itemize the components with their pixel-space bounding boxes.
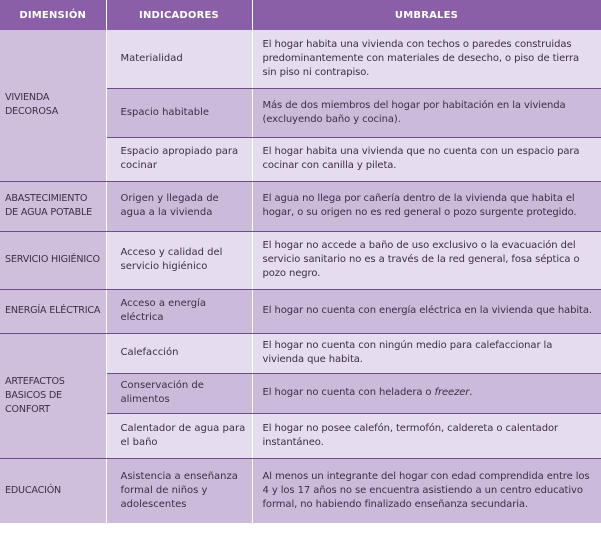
dimension-cell: SERVICIO HIGIÉNICO (0, 231, 106, 289)
indicator-cell: Origen y llegada de agua a la vivienda (106, 181, 252, 231)
table-row (0, 333, 601, 373)
header-dimension: DIMENSIÓN (0, 0, 106, 30)
threshold-cell: Más de dos miembros del hogar por habitación en la vivienda (excluyendo baño y cocina). (252, 88, 601, 137)
dimension-cell: EDUCACIÓN (0, 458, 106, 523)
threshold-cell: El agua no llega por cañería dentro de la vivienda que habita el hogar, o su origen no es red general o pozo surgente protegido. (252, 181, 601, 231)
threshold-cell: Al menos un integrante del hogar con edad comprendida entre los 4 y los 17 años no se encuentra asistiendo a un centro educativo formal, no habiendo finalizado enseñanza secundaria. (252, 458, 601, 523)
threshold-cell: El hogar habita una vivienda con techos o paredes construidas predominantemente con materiales de desecho, o piso de tierra sin piso ni contrapiso. (252, 30, 601, 88)
header-indicators: INDICADORES (106, 0, 252, 30)
threshold-text-end: . (469, 387, 473, 398)
threshold-emphasis: freezer (434, 387, 470, 398)
indicator-cell: Asistencia a enseñanza formal de niños y adolescentes (106, 458, 252, 523)
dimension-cell: ENERGÍA ELÉCTRICA (0, 289, 106, 333)
header-row (0, 0, 601, 30)
table-row (0, 458, 601, 523)
indicator-cell: Acceso y calidad del servicio higiénico (106, 231, 252, 289)
header-thresholds: UMBRALES (252, 0, 601, 30)
indicator-cell: Espacio habitable (106, 88, 252, 137)
table-row (0, 30, 601, 88)
dimension-cell: VIVIENDA DECOROSA (0, 30, 106, 181)
indicator-cell: Materialidad (106, 30, 252, 88)
indicator-cell: Calefacción (106, 333, 252, 373)
indicator-cell: Conservación de alimentos (106, 373, 252, 413)
threshold-text: El hogar no cuenta con heladera o (262, 387, 435, 398)
threshold-cell: El hogar no posee calefón, termofón, caldereta o calentador instantáneo. (252, 413, 601, 458)
dimension-cell: ARTEFACTOS BASICOS DE CONFORT (0, 333, 106, 458)
threshold-cell: El hogar habita una vivienda que no cuenta con un espacio para cocinar con canilla y pileta. (252, 137, 601, 181)
threshold-cell: El hogar no accede a baño de uso exclusivo o la evacuación del servicio sanitario no es a través de la red general, fosa séptica o pozo negro. (252, 231, 601, 289)
table-row (0, 289, 601, 333)
table-row (0, 231, 601, 289)
table-row (0, 181, 601, 231)
indicator-cell: Acceso a energía eléctrica (106, 289, 252, 333)
threshold-cell (252, 373, 601, 413)
threshold-cell: El hogar no cuenta con ningún medio para calefaccionar la vivienda que habita. (252, 333, 601, 373)
indicator-cell: Espacio apropiado para cocinar (106, 137, 252, 181)
threshold-cell: El hogar no cuenta con energía eléctrica en la vivienda que habita. (252, 289, 601, 333)
dimension-cell: ABASTECIMIENTO DE AGUA POTABLE (0, 181, 106, 231)
indicator-cell: Calentador de agua para el baño (106, 413, 252, 458)
